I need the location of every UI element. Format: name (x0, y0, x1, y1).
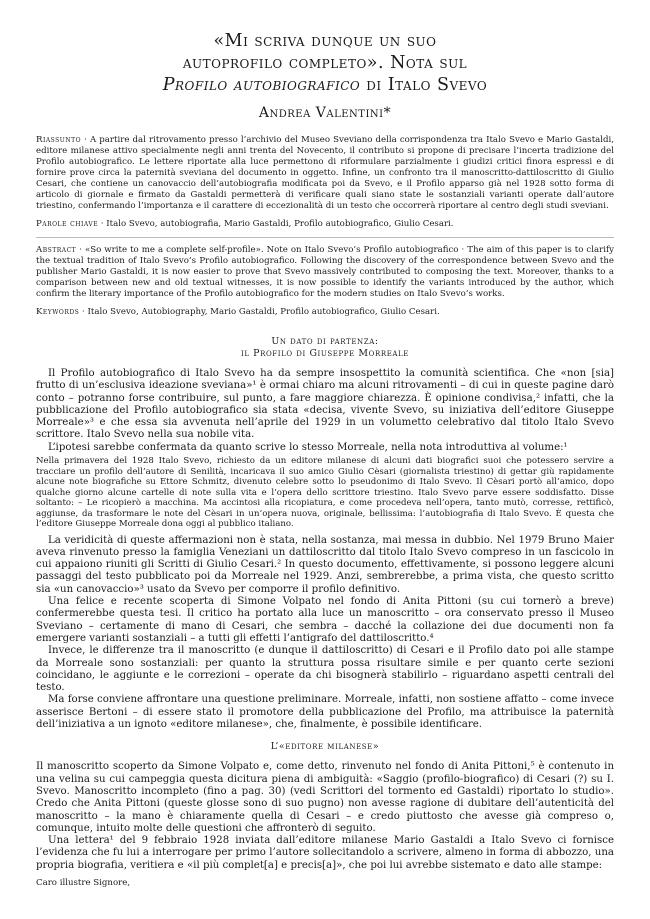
keywords-label: Keywords (36, 307, 80, 317)
paragraph: Il Profilo autobiografico di Italo Svevo ha da sempre insospettito la comunità scientifica. Che «non [sia] frutto di un’esclusiva ideazione sveviana»¹ è ormai chiaro ma alcuni ritrovamenti – di cui in queste pagine darò conto – potranno forse contribuire, sul punto, a fare maggiore chiarezza. È opinione condivisa,² infatti, che la pubblicazione del Profilo autobiografico sia stata «decisa, vivente Svevo, su iniziativa dell’editore Giuseppe Morreale»³ e che essa sia avvenuta nell’aprile del 1929 in un volumetto celebrativo dal titolo Italo Svevo scrittore. Italo Svevo nella sua nobile vita. (36, 368, 614, 441)
title-line-1: «Mi scriva dunque un suo (213, 31, 437, 51)
paragraph: Il manoscritto scoperto da Simone Volpato e, come detto, rinvenuto nel fondo di Anita Pittoni,⁵ è contenuto in una velina su cui campeggia questa dicitura piena di ambiguità: «Saggio (profilo-biografico) di Cesari (?) su I. Svevo. Manoscritto incompleto (fino a pag. 30) (vedi Scrittori del tormento ed Gastaldi) riportato lo studio». Credo che Anita Pittoni (queste glosse sono di suo pugno) non avesse ragione di dubitare dell’autenticità del manoscritto – la mano è chiaramente quella di Cesari – e credo piuttosto che avesse già compreso o, comunque, intuito molte delle questioni che affronterò di seguito. (36, 761, 614, 834)
section-heading-2: L’«editore milanese» (270, 741, 380, 753)
riassunto (36, 135, 614, 212)
riassunto-label: Riassunto (36, 135, 82, 145)
parole-label: Parole chiave (36, 219, 99, 229)
abstract-text: · «So write to me a complete self-profile». Note on Italo Svevo’s Profilo autobiografico · The aim of this paper is to clarify the textual tradition of Italo Svevo’s Profilo autobiografico. Following the discovery of the correspondence between Svevo and the publisher Mario Gastaldi, it is now easier to prove that Svevo massively contributed to composing the text. Moreover, thanks to a comparison between new and old textual witnesses, it is now possible to identify the variants introduced by the author, which confirm the literary importance of the Profilo autobiografico for the modern studies on Italo Svevo’s works. (36, 245, 614, 299)
keywords (36, 307, 614, 318)
article-page (36, 30, 614, 894)
paragraph: L’ipotesi sarebbe confermata da quanto scrive lo stesso Morreale, nella nota introduttiva al volume:¹ (48, 441, 568, 453)
keywords-text: · Italo Svevo, Autobiography, Mario Gastaldi, Profilo autobiografico, Giulio Cesari. (79, 307, 440, 317)
title-line-2: autoprofilo completo». Nota sul (182, 53, 468, 73)
block-quote: Nella primavera del 1928 Italo Svevo, richiesto da un editore milanese di alcuni dati biografici suoi che potessero servire a tracciare un profilo dell’autore di Senilità, incaricava il suo amico Giulio Cèsari (giornalista triestino) di gettar giù rapidamente alcune note biografiche su Ettore Schmitz, divenuto celebre sotto lo pseudonimo di Italo Svevo. Il Cèsari portò all’amico, dopo qualche giorno alcune cartelle di note sulla vita e l’opera dello scrittore triestino. Italo Svevo parve essere soddisfatto. Disse soltanto: – Le ricopierò a macchina. Ma accintosi alla ricopiatura, e come procedeva nell’opera, tanto mutò, corresse, rettificò, aggiunse, da trasformare le note del Cèsari in un’opera nuova, originale, bellissima: l’autobiografia di Italo Svevo. È questa che l’editore Giuseppe Morreale dona oggi al pubblico italiano. (36, 456, 614, 530)
paragraph: La veridicità di queste affermazioni non è stata, nella sostanza, mai messa in dubbio. Nel 1979 Bruno Maier aveva rinvenuto presso la famiglia Veneziani un dattiloscritto dal titolo Italo Svevo compreso in un fascicolo in cui appaiono riuniti gli Scritti di Giulio Cesari.² In questo documento, effettivamente, si possono leggere alcuni passaggi del testo pubblicato poi da Morreale nel 1929. Anzi, sembrerebbe, a prima vista, che questo scritto sia «un canovaccio»³ usato da Svevo per comporre il profilo definitivo. (36, 534, 614, 595)
article-title (36, 30, 614, 96)
paragraph: Invece, le differenze tra il manoscritto (e dunque il dattiloscritto) di Cesari e il Profilo dato poi alle stampe da Morreale sono sostanziali: per quanto la struttura possa risultare simile e per quanto certe sezioni coincidano, le aggiunte e le correzioni – operate da chi bisognerà stabilirlo – riguardano aspetti centrali del testo. (36, 645, 614, 694)
paragraph: Una felice e recente scoperta di Simone Volpato nel fondo di Anita Pittoni (su cui tornerò a breve) confermerebbe questa tesi. Il critico ha portato alla luce un manoscritto – ora conservato presso il Museo Sveviano – certamente di mano di Cesari, che sembra – dacché la collazione dei due documenti non fa emergere varianti sostanziali – a tutti gli effetti l’antigrafo del dattiloscritto.⁴ (36, 596, 614, 644)
abstract-label: Abstract (36, 245, 77, 255)
section-1-line-2: il Profilo di Giuseppe Morreale (240, 348, 410, 359)
divider (36, 237, 614, 238)
riassunto-text: · A partire dal ritrovamento presso l’archivio del Museo Sveviano della corrispondenza tra Italo Svevo e Mario Gastaldi, editore milanese attivo specialmente negli anni trenta del Novecento, il contributo si propone di precisare l’incerta tradizione del Profilo autobiografico. Le lettere riportate alla luce permettono di riformulare parzialmente i giudizi critici finora espressi e di fornire prove circa la paternità sveviana del documento in oggetto. Infine, un confronto tra il manoscritto-dattiloscritto di Giulio Cesari, che contiene un canovaccio dell’autobiografia modificata poi da Svevo, e il Profilo apparso già nel 1928 sotto forma di articolo di giornale e firmato da Gastaldi permetterà di verificare quali siano state le sostanziali varianti operate dall’autore triestino, confermando l’importanza e il carattere di eccezionalità di un testo che occorrerà riportare al centro degli studi sveviani. (36, 135, 614, 211)
section-1-line-1: Un dato di partenza: (271, 336, 379, 347)
title-svevo: di Italo Svevo (360, 75, 488, 95)
letter-salutation: Caro illustre Signore, (36, 878, 131, 888)
parole-chiave (36, 219, 614, 230)
paragraph: Una lettera¹ del 9 febbraio 1928 inviata dall’editore milanese Mario Gastaldi a Italo Svevo ci fornisce l’evidenza che fu lui a interrogare per primo l’autore sollecitandolo a scrivere, almeno in forma di abbozzo, una propria biografia, veritiera e «il più complet[a] e precis[a]», che poi lui avrebbe sistemato e dato alle stampe: (36, 835, 614, 871)
title-line-3 (36, 74, 614, 96)
paragraph: Ma forse conviene affrontare una questione preliminare. Morreale, infatti, non sostiene affatto – come invece asserisce Bertoni – di essere stato il promotore della pubblicazione del Profilo, ma attribuisce la paternità dell’iniziativa a un ignoto «editore milanese», che, finalmente, è possibile identificare. (36, 694, 614, 731)
title-profilo: Profilo autobiografico (162, 75, 361, 95)
author-name: Andrea Valentini* (258, 105, 392, 121)
section-heading-1 (36, 336, 614, 360)
abstract (36, 245, 614, 300)
parole-text: · Italo Svevo, autobiografia, Mario Gastaldi, Profilo autobiografico, Giulio Cesari. (98, 219, 454, 229)
